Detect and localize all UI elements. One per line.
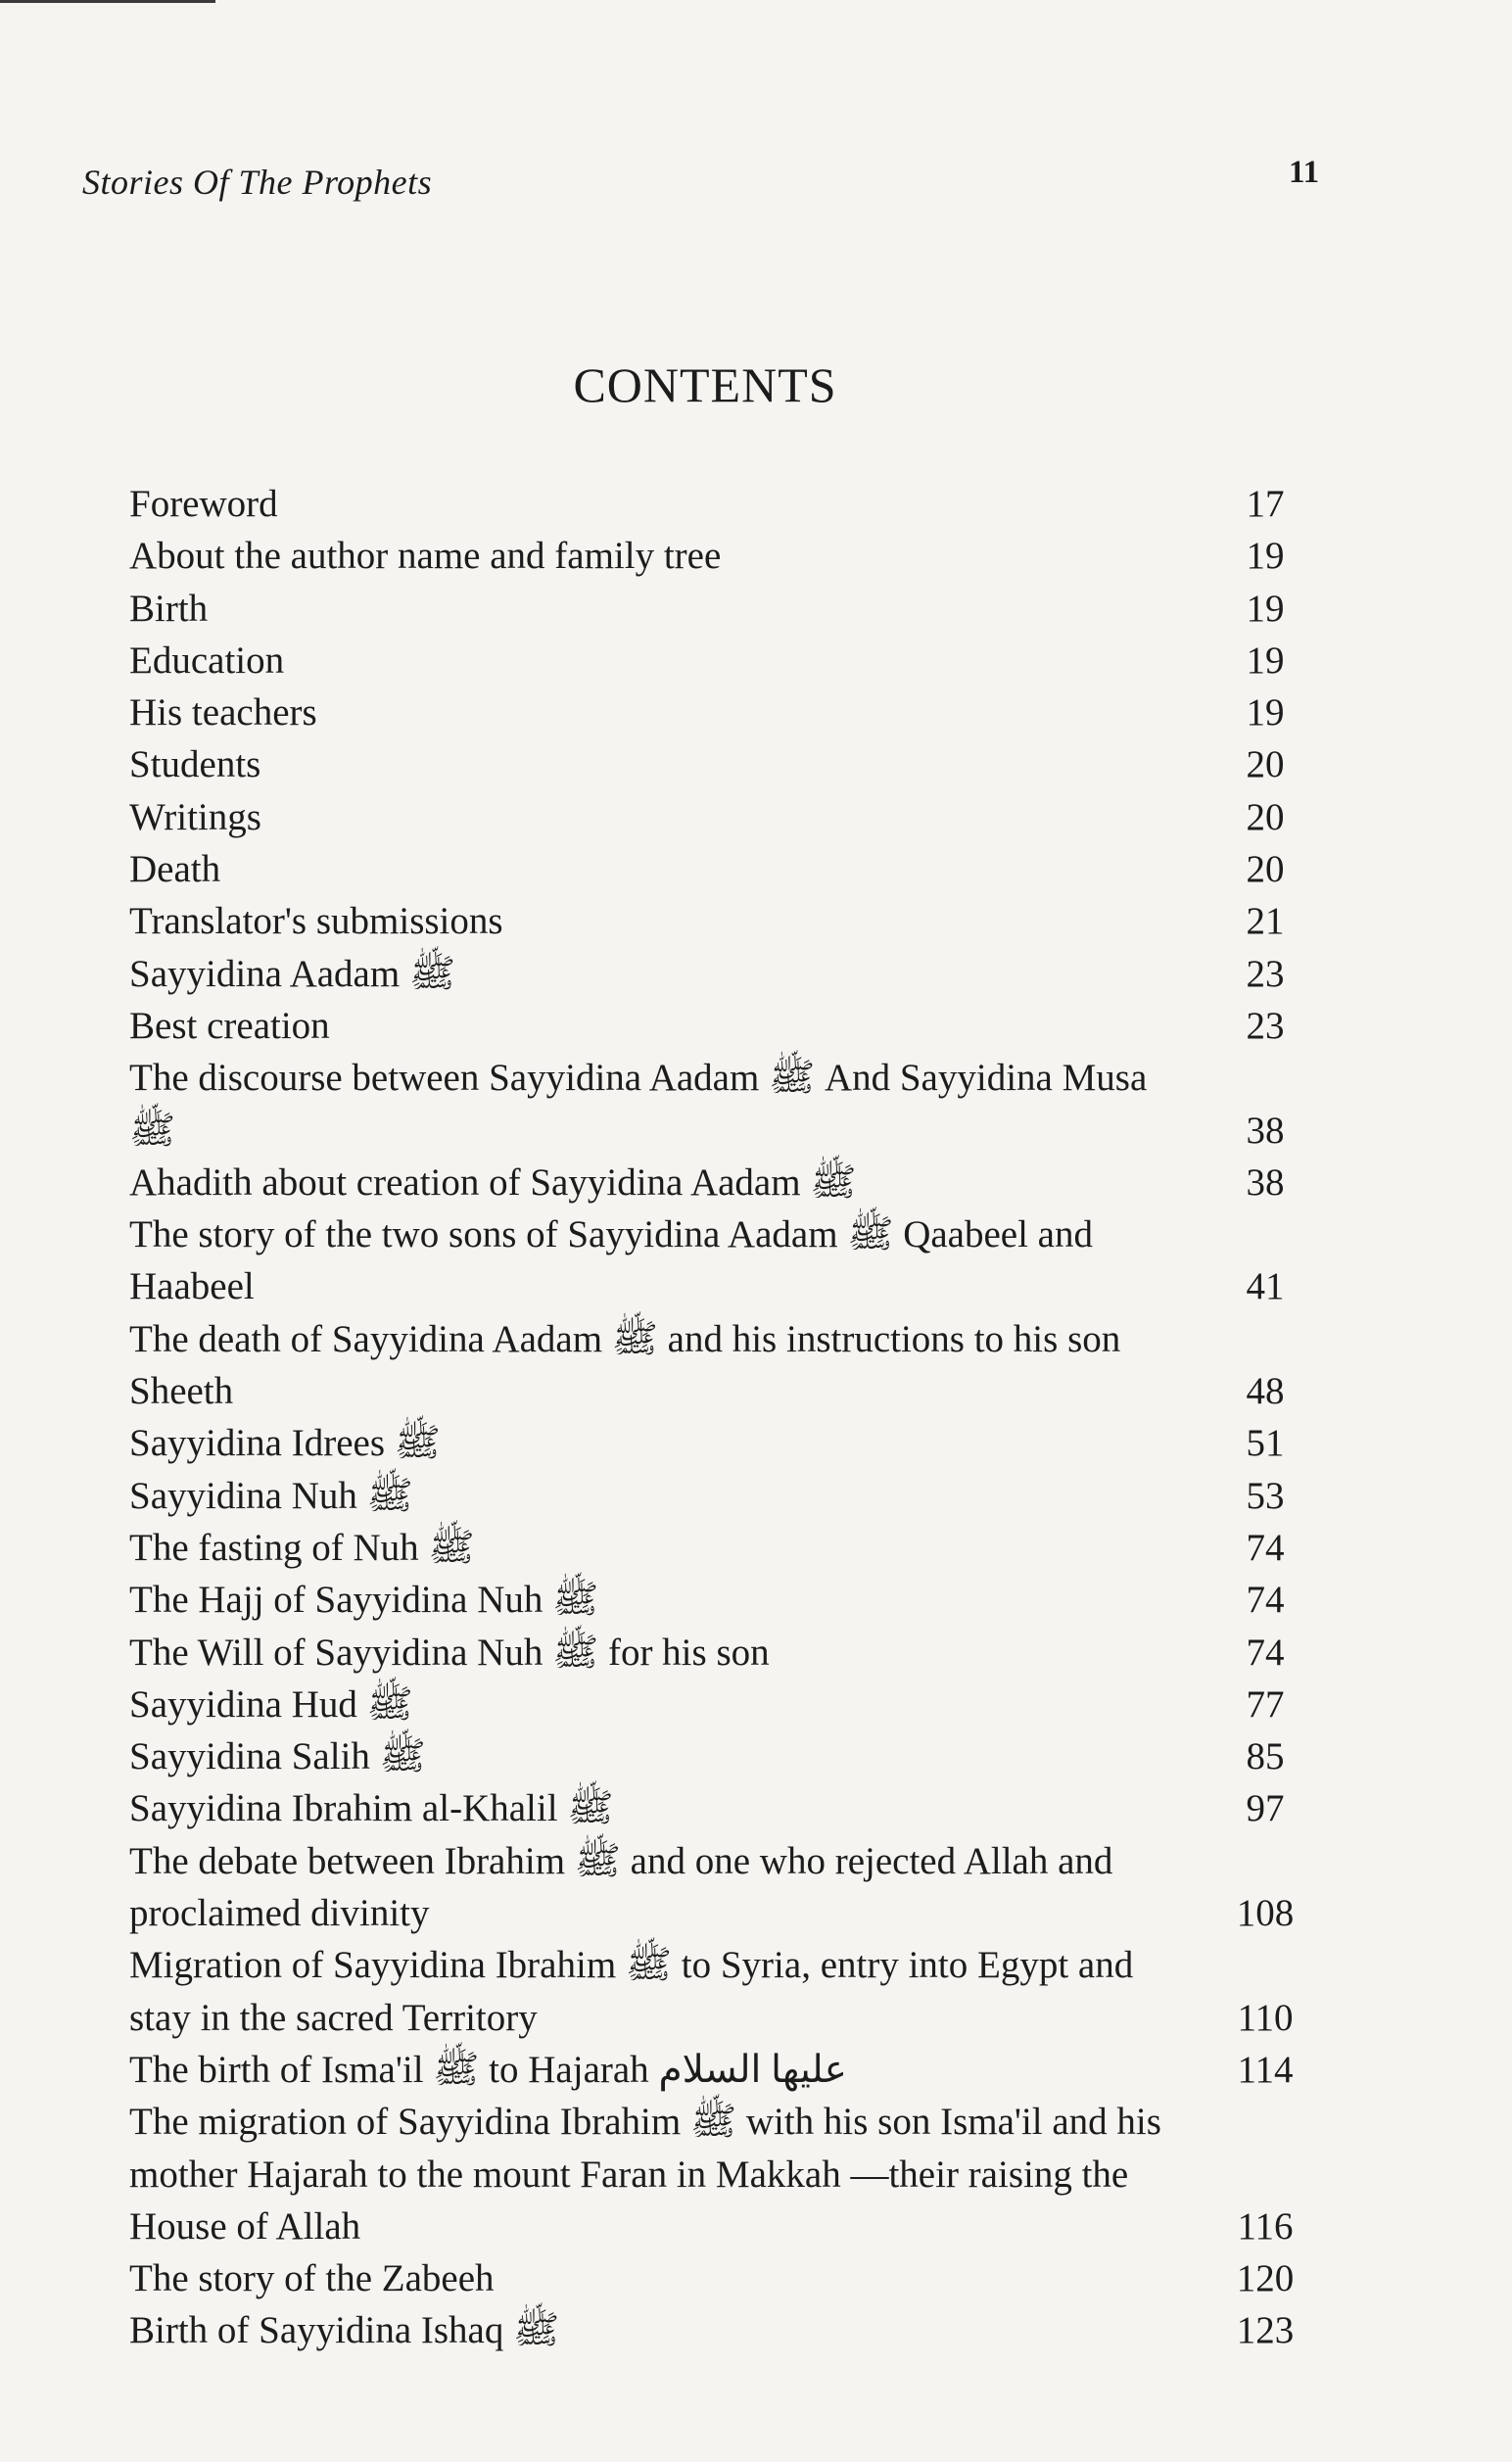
toc-entry[interactable] [129,2252,1304,2304]
toc-entry[interactable] [129,635,1304,687]
toc-entry-page: 19 [1246,639,1285,682]
toc-entry[interactable] [129,2044,1304,2096]
toc-entry-page: 114 [1237,2048,1294,2091]
toc-entry-page: 23 [1246,1004,1285,1047]
toc-entry[interactable] [129,1522,1304,1574]
toc-entry-title: Translator's submissions [129,900,503,943]
toc-entry-title: Birth of Sayyidina Ishaq ﷺ [129,2309,560,2352]
toc-entry-page: 123 [1236,2309,1295,2352]
toc-entry-title: His teachers [129,691,317,734]
toc-entry-page: 20 [1246,795,1285,838]
toc-entry-page: 51 [1246,1422,1285,1465]
toc-entry-title: Migration of Sayyidina Ibrahim ﷺ to Syria, entry into Egypt and stay in the sacred Territory [129,1944,1134,2039]
toc-entry-title: Education [129,639,285,682]
toc-entry-page: 53 [1246,1474,1285,1517]
toc-entry-title: Writings [129,795,261,838]
toc-entry-page: 120 [1236,2257,1295,2300]
toc-entry[interactable] [129,1679,1304,1730]
toc-entry-title: Sayyidina Nuh ﷺ [129,1474,413,1517]
toc-entry-page: 19 [1246,587,1285,630]
toc-entry[interactable] [129,2304,1304,2356]
toc-entry[interactable] [129,895,1304,947]
toc-entry[interactable] [129,1000,1304,1052]
toc-entry[interactable] [129,1052,1304,1157]
toc-entry-page: 74 [1246,1631,1285,1674]
toc-entry[interactable] [129,1835,1304,1940]
top-rule [0,0,215,3]
toc-entry-page: 19 [1246,691,1285,734]
toc-entry[interactable] [129,1782,1304,1834]
toc-entry[interactable] [129,1417,1304,1469]
table-of-contents [129,478,1304,2357]
toc-entry-page: 21 [1246,900,1285,943]
toc-entry[interactable] [129,1157,1304,1208]
toc-entry[interactable] [129,530,1304,582]
toc-entry[interactable] [129,1730,1304,1782]
toc-entry-page: 38 [1246,1109,1285,1152]
toc-entry-page: 17 [1246,483,1285,525]
toc-entry-title: The discourse between Sayyidina Aadam ﷺ And Sayyidina Musa ﷺ [129,1057,1148,1152]
toc-entry[interactable] [129,583,1304,635]
toc-entry-title: The story of the Zabeeh [129,2257,495,2300]
toc-entry-page: 23 [1246,952,1285,995]
toc-entry[interactable] [129,1627,1304,1679]
running-title: Stories Of The Prophets [82,163,433,202]
toc-entry[interactable] [129,1313,1304,1418]
toc-entry-page: 77 [1246,1682,1285,1726]
page-number: 11 [1289,155,1320,190]
toc-entry-title: The birth of Isma'il ﷺ to Hajarah عليها السلام [129,2048,847,2091]
toc-entry-page: 110 [1237,1996,1294,2039]
toc-entry-title: Foreword [129,483,278,525]
toc-entry-page: 74 [1246,1526,1285,1569]
toc-entry-page: 38 [1246,1160,1285,1204]
toc-entry[interactable] [129,1208,1304,1313]
contents-heading: CONTENTS [573,357,837,412]
toc-entry-page: 20 [1246,743,1285,786]
toc-entry[interactable] [129,478,1304,530]
toc-entry[interactable] [129,1574,1304,1626]
toc-entry[interactable] [129,948,1304,1000]
toc-entry-title: Ahadith about creation of Sayyidina Aadam ﷺ [129,1160,857,1204]
toc-entry-title: About the author name and family tree [129,535,722,578]
toc-entry-page: 85 [1246,1735,1285,1778]
toc-entry[interactable] [129,687,1304,738]
toc-entry-page: 41 [1246,1265,1285,1308]
toc-entry-title: Students [129,743,261,786]
toc-entry-title: The death of Sayyidina Aadam ﷺ and his instructions to his son Sheeth [129,1317,1121,1413]
toc-entry[interactable] [129,1939,1304,2044]
toc-entry-title: The fasting of Nuh ﷺ [129,1526,475,1569]
toc-entry-title: Best creation [129,1004,330,1047]
toc-entry-title: Sayyidina Ibrahim al-Khalil ﷺ [129,1787,614,1830]
toc-entry-title: The Hajj of Sayyidina Nuh ﷺ [129,1579,599,1622]
toc-entry-title: Birth [129,587,209,630]
toc-entry-title: The story of the two sons of Sayyidina Aadam ﷺ Qaabeel and Haabeel [129,1213,1093,1308]
toc-entry[interactable] [129,791,1304,843]
toc-entry-page: 97 [1246,1787,1285,1830]
toc-entry-title: The migration of Sayyidina Ibrahim ﷺ with his son Isma'il and his mother Hajarah to the mount Faran in Makkah —their raising the House of Allah [129,2101,1161,2248]
toc-entry-page: 48 [1246,1370,1285,1413]
toc-entry-page: 20 [1246,848,1285,891]
toc-entry-page: 108 [1236,1892,1295,1935]
toc-entry-page: 19 [1246,535,1285,578]
toc-entry-title: Death [129,848,221,891]
toc-entry-title: Sayyidina Hud ﷺ [129,1682,413,1726]
toc-entry-page: 74 [1246,1579,1285,1622]
toc-entry-title: The debate between Ibrahim ﷺ and one who rejected Allah and proclaimed divinity [129,1839,1113,1935]
toc-entry-title: Sayyidina Salih ﷺ [129,1735,426,1778]
toc-entry[interactable] [129,1470,1304,1522]
toc-entry[interactable] [129,2096,1304,2252]
toc-entry-page: 116 [1237,2204,1294,2248]
toc-entry-title: The Will of Sayyidina Nuh ﷺ for his son [129,1631,770,1674]
toc-entry[interactable] [129,738,1304,790]
toc-entry-title: Sayyidina Idrees ﷺ [129,1422,441,1465]
toc-entry-title: Sayyidina Aadam ﷺ [129,952,456,995]
toc-entry[interactable] [129,843,1304,895]
